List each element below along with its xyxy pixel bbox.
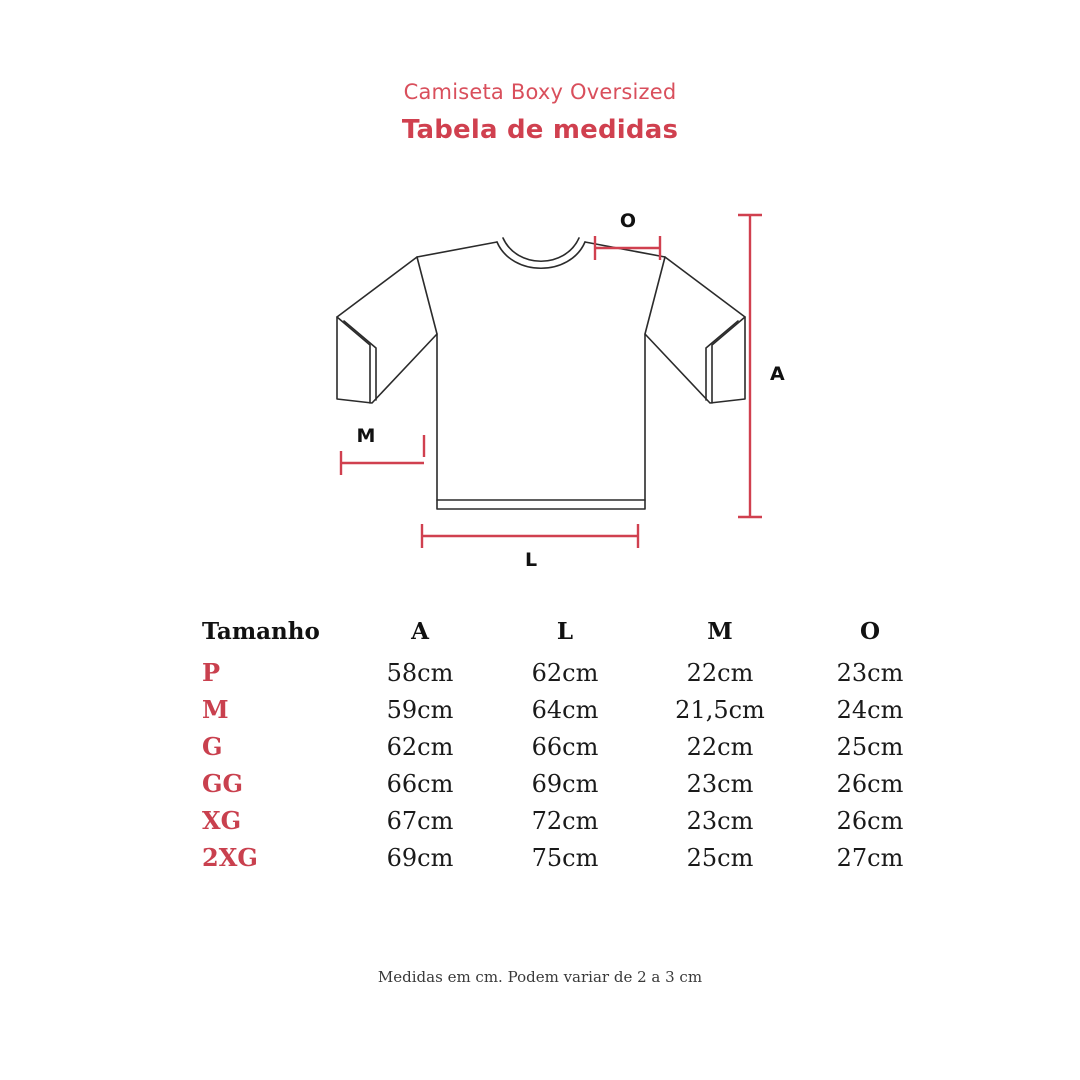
table-row (180, 691, 940, 728)
cell-size: M (202, 695, 229, 724)
cell-l: 72cm (531, 806, 599, 835)
cell-size: 2XG (202, 843, 258, 872)
cell-m: 22cm (686, 732, 754, 761)
measurements-table-wrap (180, 608, 920, 876)
cell-l: 75cm (531, 843, 599, 872)
cell-o: 26cm (836, 769, 904, 798)
cell-a: 67cm (386, 806, 454, 835)
measure-width-label: L (524, 549, 538, 571)
column-header-a: A (411, 617, 429, 645)
column-header-size: Tamanho (202, 617, 320, 645)
measure-height-label: A (770, 363, 785, 385)
cell-l: 62cm (531, 658, 599, 687)
cell-size: P (202, 658, 221, 687)
table-header-row (180, 608, 940, 654)
cell-o: 27cm (836, 843, 904, 872)
cell-size: GG (202, 769, 243, 798)
measure-width (422, 524, 638, 548)
tshirt-diagram (0, 195, 1080, 585)
product-name: Camiseta Boxy Oversized (403, 80, 677, 104)
measure-sleeve-label: M (356, 425, 376, 447)
measurements-table (180, 608, 940, 876)
page-title: Tabela de medidas (401, 115, 679, 145)
measure-sleeve (341, 435, 424, 475)
cell-a: 69cm (386, 843, 454, 872)
column-header-o: O (859, 617, 881, 645)
cell-size: G (202, 732, 223, 761)
cell-a: 58cm (386, 658, 454, 687)
cell-o: 24cm (836, 695, 904, 724)
tshirt-outline (337, 238, 745, 509)
column-header-l: L (556, 617, 574, 645)
cell-m: 21,5cm (675, 695, 765, 724)
measure-shoulder (595, 236, 660, 260)
table-row (180, 728, 940, 765)
cell-m: 22cm (686, 658, 754, 687)
cell-o: 23cm (836, 658, 904, 687)
footnote: Medidas em cm. Podem variar de 2 a 3 cm (377, 968, 703, 986)
table-row (180, 839, 940, 876)
cell-a: 59cm (386, 695, 454, 724)
column-header-m: M (707, 617, 733, 645)
cell-l: 66cm (531, 732, 599, 761)
measure-height (738, 215, 762, 517)
cell-m: 23cm (686, 769, 754, 798)
cell-m: 25cm (686, 843, 754, 872)
header (0, 78, 1080, 146)
measure-shoulder-label: O (619, 210, 637, 232)
cell-m: 23cm (686, 806, 754, 835)
cell-o: 25cm (836, 732, 904, 761)
table-row (180, 654, 940, 691)
cell-l: 64cm (531, 695, 599, 724)
cell-size: XG (202, 806, 242, 835)
cell-a: 62cm (386, 732, 454, 761)
table-row (180, 765, 940, 802)
cell-a: 66cm (386, 769, 454, 798)
cell-o: 26cm (836, 806, 904, 835)
cell-l: 69cm (531, 769, 599, 798)
table-row (180, 802, 940, 839)
